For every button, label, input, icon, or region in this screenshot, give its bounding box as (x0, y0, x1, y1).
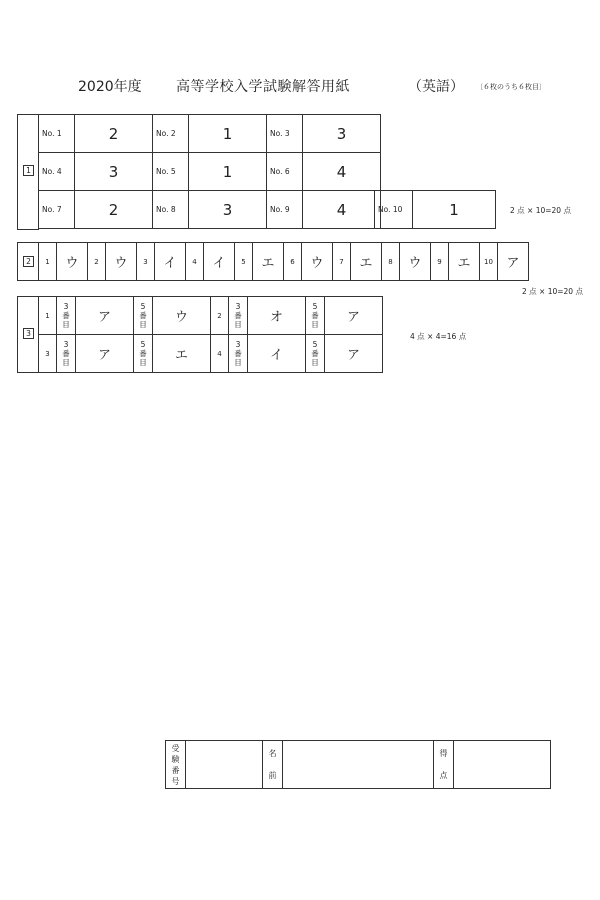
section3-score: 4 点 × 4=16 点 (410, 332, 467, 341)
name-field[interactable] (283, 741, 434, 789)
section2-score: 2 点 × 10=20 点 (522, 287, 583, 296)
answer-cell[interactable]: ア (498, 243, 529, 281)
answer-label: No. 8 (153, 191, 189, 229)
answer-cell[interactable]: 3 (189, 191, 267, 229)
section3-table (17, 296, 383, 373)
answer-cell[interactable]: ウ (302, 243, 333, 281)
position-label: 5 番 目 (134, 297, 153, 335)
answer-cell[interactable]: ウ (57, 243, 88, 281)
subject-label: （英語） (408, 79, 464, 95)
answer-cell[interactable]: ア (76, 297, 134, 335)
question-number: 2 (211, 297, 229, 335)
question-number: 5 (235, 243, 253, 281)
section1-number-cell (18, 115, 39, 230)
name-label: 名 前 (263, 741, 283, 789)
footer-table (165, 740, 551, 789)
position-label: 5 番 目 (134, 335, 153, 373)
answer-label: No. 9 (267, 191, 303, 229)
answer-cell[interactable]: 3 (75, 153, 153, 191)
question-number: 7 (333, 243, 351, 281)
answer-cell[interactable]: ア (76, 335, 134, 373)
answer-cell[interactable]: ウ (400, 243, 431, 281)
answer-cell[interactable]: エ (153, 335, 211, 373)
section2-number: 2 (23, 256, 34, 267)
position-label: 5 番 目 (306, 335, 325, 373)
page-info: 〔６枚のうち６枚目〕 (476, 83, 546, 91)
question-number: 9 (431, 243, 449, 281)
question-number: 1 (39, 297, 57, 335)
answer-cell[interactable]: イ (155, 243, 186, 281)
position-label: 3 番 目 (57, 297, 76, 335)
section1-extra (374, 190, 496, 229)
section1-score: 2 点 × 10=20 点 (510, 206, 571, 215)
section1-table (38, 114, 381, 229)
answer-label: No. 4 (39, 153, 75, 191)
exam-number-field[interactable] (186, 741, 263, 789)
section1-outer (17, 114, 39, 230)
answer-cell[interactable]: エ (351, 243, 382, 281)
question-number: 6 (284, 243, 302, 281)
answer-cell[interactable]: エ (253, 243, 284, 281)
answer-cell[interactable]: ウ (106, 243, 137, 281)
section2-number-cell (18, 243, 39, 281)
answer-cell[interactable]: 4 (303, 153, 381, 191)
question-number: 3 (137, 243, 155, 281)
question-number: 10 (480, 243, 498, 281)
question-number: 3 (39, 335, 57, 373)
page-title: 高等学校入学試験解答用紙 (176, 79, 350, 95)
answer-cell[interactable]: イ (248, 335, 306, 373)
score-label: 得 点 (434, 741, 454, 789)
answer-label: No. 7 (39, 191, 75, 229)
answer-cell[interactable]: 1 (413, 191, 496, 229)
answer-cell[interactable]: エ (449, 243, 480, 281)
position-label: 3 番 目 (229, 335, 248, 373)
question-number: 1 (39, 243, 57, 281)
answer-label: No. 5 (153, 153, 189, 191)
answer-label: No. 1 (39, 115, 75, 153)
score-field[interactable] (454, 741, 551, 789)
answer-cell[interactable]: 2 (75, 115, 153, 153)
question-number: 8 (382, 243, 400, 281)
position-label: 3 番 目 (57, 335, 76, 373)
answer-cell[interactable]: 2 (75, 191, 153, 229)
question-number: 4 (211, 335, 229, 373)
position-label: 3 番 目 (229, 297, 248, 335)
position-label: 5 番 目 (306, 297, 325, 335)
answer-cell[interactable]: 1 (189, 115, 267, 153)
section2-table (17, 242, 529, 281)
answer-cell[interactable]: オ (248, 297, 306, 335)
answer-cell[interactable]: 1 (189, 153, 267, 191)
answer-cell[interactable]: 3 (303, 115, 381, 153)
answer-label: No. 10 (375, 191, 413, 229)
answer-label: No. 6 (267, 153, 303, 191)
title-year: 2020年度 (78, 79, 142, 95)
question-number: 2 (88, 243, 106, 281)
answer-cell[interactable]: ア (325, 297, 383, 335)
section1-number: 1 (23, 165, 34, 176)
answer-cell[interactable]: イ (204, 243, 235, 281)
exam-number-label: 受 験 番 号 (166, 741, 186, 789)
answer-cell[interactable]: ウ (153, 297, 211, 335)
answer-label: No. 2 (153, 115, 189, 153)
section3-number: 3 (23, 328, 34, 339)
question-number: 4 (186, 243, 204, 281)
answer-cell[interactable]: 4 (303, 191, 381, 229)
section3-number-cell (18, 297, 39, 373)
answer-label: No. 3 (267, 115, 303, 153)
answer-cell[interactable]: ア (325, 335, 383, 373)
